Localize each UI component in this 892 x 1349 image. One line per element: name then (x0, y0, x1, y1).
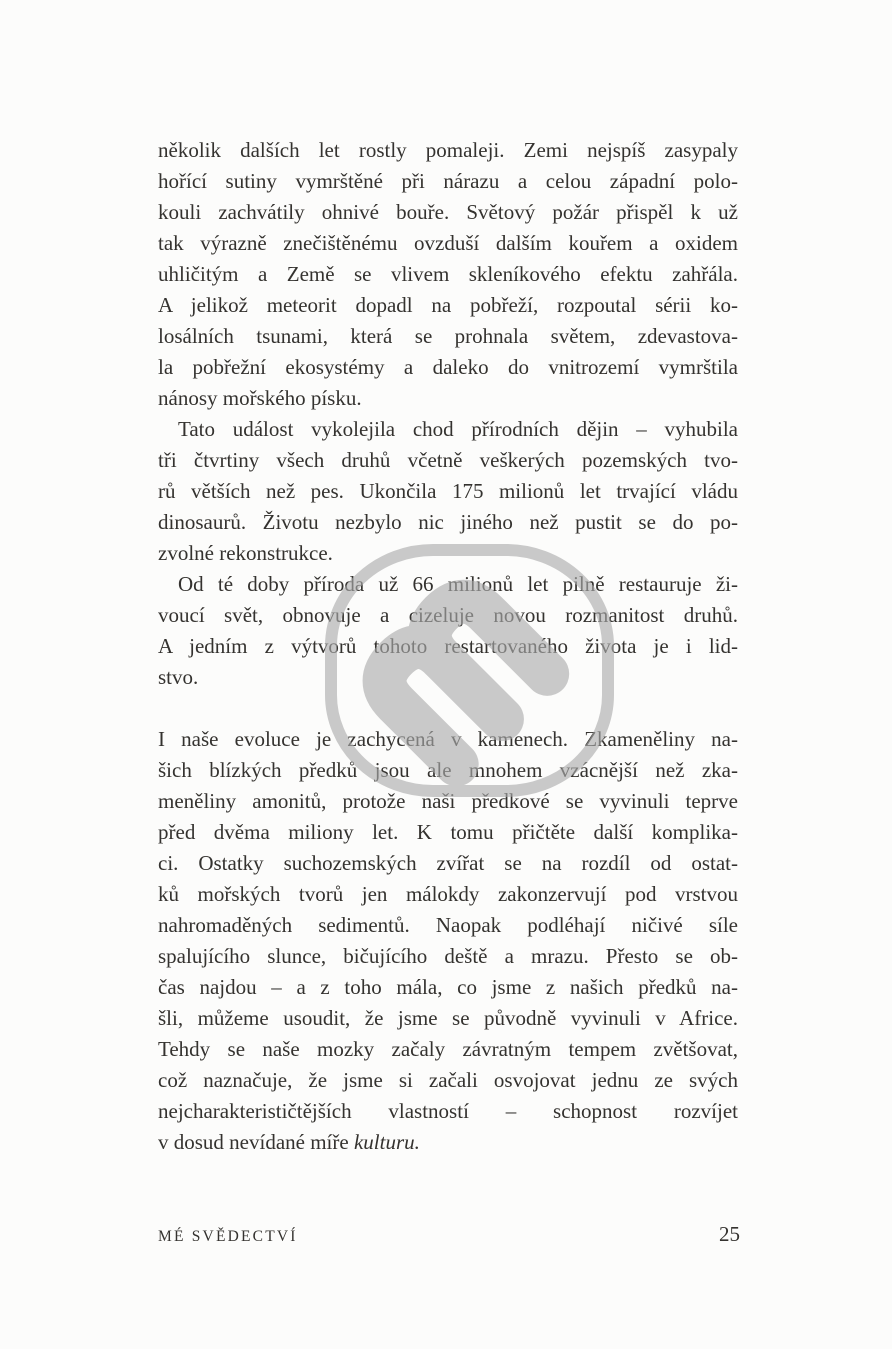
text-line: meněliny amonitů, protože naši předkové se vyvinuli teprve (158, 789, 738, 813)
text-line: nahromaděných sedimentů. Naopak podléhají ničivé síle (158, 913, 738, 937)
text-line: voucí svět, obnovuje a cizeluje novou rozmanitost druhů. (158, 603, 738, 627)
text-line: A jelikož meteorit dopadl na pobřeží, rozpoutal sérii ko- (158, 293, 738, 317)
text-line: zvolné rekonstrukce. (158, 541, 333, 565)
text-line: dinosaurů. Životu nezbylo nic jiného než pustit se do po- (158, 510, 738, 534)
running-footer (158, 1222, 740, 1247)
paragraph (158, 414, 738, 569)
text-line: A jedním z výtvorů tohoto restartovaného života je i lid- (158, 634, 738, 658)
text-line: ků mořských tvorů jen málokdy zakonzervují pod vrstvou (158, 882, 738, 906)
text-line: šli, můžeme usoudit, že jsme se původně vyvinuli v Africe. (158, 1006, 738, 1030)
text-line: což naznačuje, že jsme si začali osvojovat jednu ze svých (158, 1068, 738, 1092)
section-break (158, 693, 738, 724)
text-line: I naše evoluce je zachycená v kamenech. Zkameněliny na- (158, 727, 738, 751)
text-line: nejcharakterističtějších vlastností – schopnost rozvíjet (158, 1099, 738, 1123)
page-number: 25 (719, 1222, 740, 1246)
text-line: Od té doby příroda už 66 milionů let pilně restauruje ži- (178, 572, 738, 596)
text-line: kouli zachvátily ohnivé bouře. Světový požár přispěl k už (158, 200, 738, 224)
text-line: Tato událost vykolejila chod přírodních dějin – vyhubila (178, 417, 738, 441)
text-line: Tehdy se naše mozky začaly závratným tempem zvětšovat, (158, 1037, 738, 1061)
text-line: ci. Ostatky suchozemských zvířat se na rozdíl od ostat- (158, 851, 738, 875)
text-line: před dvěma miliony let. K tomu přičtěte další komplika- (158, 820, 738, 844)
text-segment: v dosud nevídané míře (158, 1130, 349, 1154)
text-line (158, 1127, 738, 1158)
running-head-title: MÉ SVĚDECTVÍ (158, 1228, 298, 1245)
text-line: tři čtvrtiny všech druhů včetně veškerých pozemských tvo- (158, 448, 738, 472)
text-line: losálních tsunami, která se prohnala světem, zdevastova- (158, 324, 738, 348)
italic-term: kulturu. (348, 1130, 420, 1154)
paragraph (158, 135, 738, 414)
text-line: tak výrazně znečištěnému ovzduší dalším kouřem a oxidem (158, 231, 738, 255)
text-line: uhličitým a Země se vlivem skleníkového efektu zahřála. (158, 262, 738, 286)
text-line: la pobřežní ekosystémy a daleko do vnitrozemí vymrštila (158, 355, 738, 379)
text-line: stvo. (158, 665, 199, 689)
text-line: několik dalších let rostly pomaleji. Zemi nejspíš zasypaly (158, 138, 738, 162)
text-line: čas najdou – a z toho mála, co jsme z našich předků na- (158, 975, 738, 999)
text-line: rů větších než pes. Ukončila 175 milionů let trvající vládu (158, 479, 738, 503)
text-line: hořící sutiny vymrštěné při nárazu a celou západní polo- (158, 169, 738, 193)
paragraph (158, 569, 738, 693)
page-text (158, 135, 738, 1158)
text-line: nánosy mořského písku. (158, 386, 362, 410)
text-line: šich blízkých předků jsou ale mnohem vzácnější než zka- (158, 758, 738, 782)
text-line: spalujícího slunce, bičujícího deště a mrazu. Přesto se ob- (158, 944, 738, 968)
paragraph (158, 724, 738, 1158)
